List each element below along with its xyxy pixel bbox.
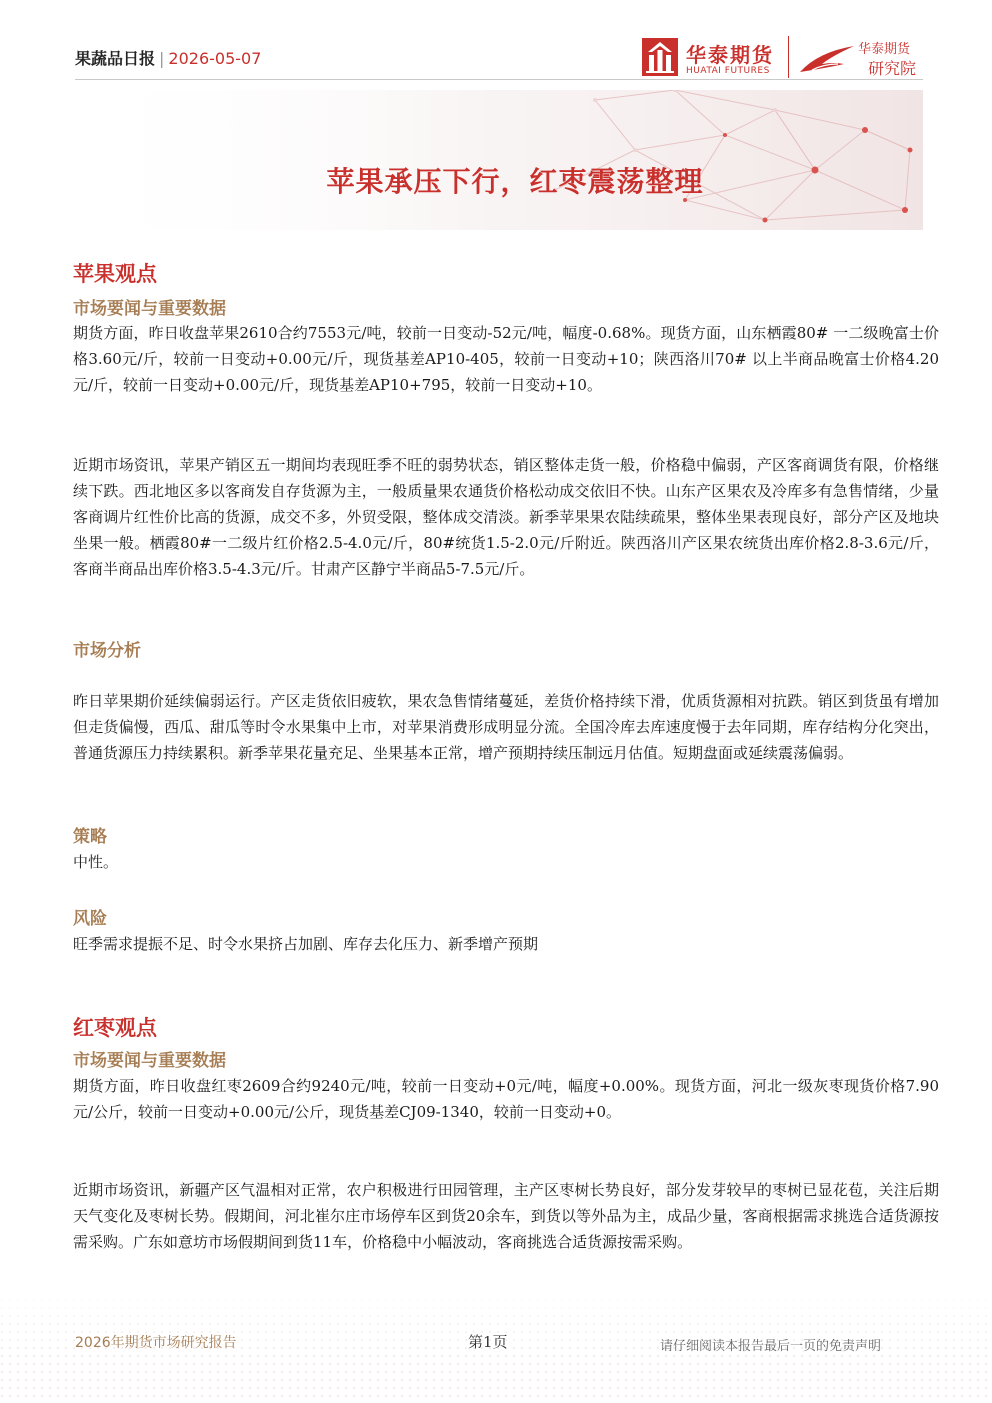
huatai-logo: [642, 38, 782, 80]
apple-risk-title: 风险: [73, 909, 107, 929]
header-rule: [75, 79, 923, 80]
apple-news-title: 市场要闻与重要数据: [73, 299, 226, 319]
apple-risk-text: 旺季需求提振不足、时令水果挤占加剧、库存去化压力、新季增产预期: [73, 935, 539, 953]
header-separator: |: [159, 49, 165, 68]
huatai-logo-mark-icon: [642, 38, 678, 76]
apple-news-paragraph-2: 近期市场资讯，苹果产销区五一期间均表现旺季不旺的弱势状态，销区整体走货一般，价格稳中偏弱，产区客商调货有限，价格继续下跌。西北地区多以客商发自存货源为主，一般质量果农通货价格松动成交依旧不快。山东产区果农及冷库多有急售情绪，少量客商调片红性价比高的货源，成交不多，外贸受限，整体成交清淡。新季苹果果农陆续疏果，整体坐果表现良好，部分产区及地块坐果一般。栖霞80#一二级片红价格2.5-4.0元/斤，80#统货1.5-2.0元/斤附近。陕西洛川产区果农统货出库价格2.8-3.6元/斤，客商半商品出库价格3.5-4.3元/斤。甘肃产区静宁半商品5-7.5元/斤。: [73, 456, 939, 578]
footer-page-number: 第1页: [468, 1333, 508, 1351]
jujube-news-title: 市场要闻与重要数据: [73, 1051, 226, 1071]
jujube-section-title: 红枣观点: [73, 1016, 157, 1040]
logo-divider: [788, 36, 789, 78]
report-date: 2026-05-07: [168, 49, 262, 68]
institute-logo: [798, 38, 923, 80]
institute-line1: 华泰期货: [858, 42, 911, 57]
footer-report-label: 2026年期货市场研究报告: [75, 1335, 237, 1351]
jujube-news-paragraph-2: 近期市场资讯，新疆产区气温相对正常，农户积极进行田园管理，主产区枣树长势良好，部分发芽较早的枣树已显花苞，关注后期天气变化及枣树长势。假期间，河北崔尔庄市场停车区到货20余车，到货以等外品为主，成品少量，客商根据需求挑选合适货源按需采购。广东如意坊市场假期间到货11车，价格稳中小幅波动，客商挑选合适货源按需采购。: [73, 1181, 939, 1251]
jujube-news-paragraph-1: 期货方面，昨日收盘红枣2609合约9240元/吨，较前一日变动+0元/吨，幅度+0.00%。现货方面，河北一级灰枣现货价格7.90元/公斤，较前一日变动+0.00元/公斤，现货基差CJ09-1340，较前一日变动+0。: [73, 1077, 939, 1121]
apple-analysis-title: 市场分析: [73, 641, 141, 661]
apple-analysis-paragraph: 昨日苹果期价延续偏弱运行。产区走货依旧疲软，果农急售情绪蔓延，差货价格持续下滑，优质货源相对抗跌。销区到货虽有增加但走货偏慢，西瓜、甜瓜等时令水果集中上市，对苹果消费形成明显分流。全国冷库去库速度慢于去年同期，库存结构分化突出，普通货源压力持续累积。新季苹果花量充足、坐果基本正常，增产预期持续压制远月估值。短期盘面或延续震荡偏弱。: [73, 692, 939, 762]
apple-strategy-text: 中性。: [73, 853, 119, 871]
institute-bird-icon: [798, 42, 856, 76]
report-name: 果蔬品日报: [75, 49, 156, 68]
report-title: 苹果承压下行，红枣震荡整理: [326, 165, 704, 198]
apple-section-title: 苹果观点: [73, 262, 157, 286]
logo-en-text: HUATAI FUTURES: [686, 66, 770, 76]
institute-line2: 研究院: [868, 59, 917, 78]
footer-disclaimer-note: 请仔细阅读本报告最后一页的免责声明: [660, 1339, 882, 1354]
apple-news-paragraph-1: 期货方面，昨日收盘苹果2610合约7553元/吨，较前一日变动-52元/吨，幅度-0.68%。现货方面，山东栖霞80# 一二级晚富士价格3.60元/斤，较前一日变动+0.00元/斤，现货基差AP10-405，较前一日变动+10；陕西洛川70# 以上半商品晚富士价格4.20元/斤，较前一日变动+0.00元/斤，现货基差AP10+795，较前一日变动+10。: [73, 324, 939, 394]
report-header: [75, 46, 261, 69]
apple-strategy-title: 策略: [73, 827, 107, 847]
logo-cn-text: 华泰期货: [686, 43, 774, 67]
